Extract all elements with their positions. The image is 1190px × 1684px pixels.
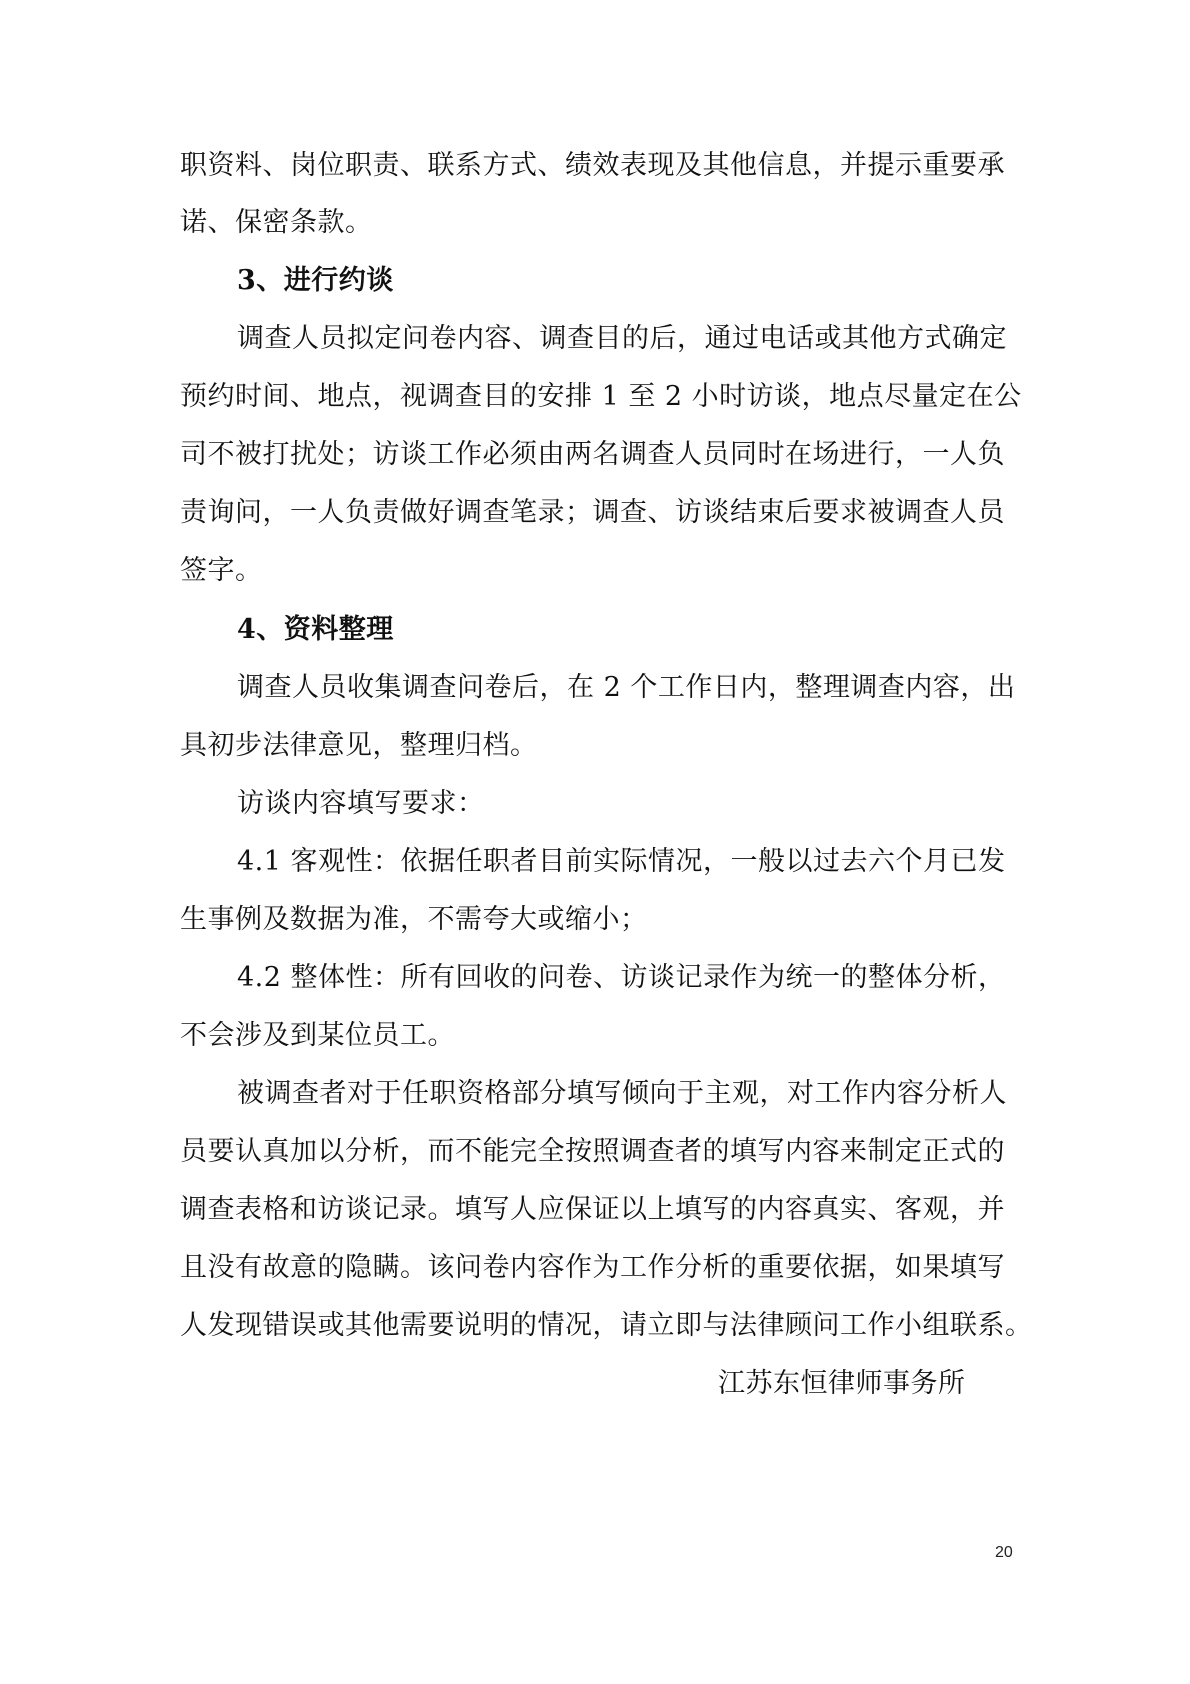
body-text-line: 责询问，一人负责做好调查笔录；调查、访谈结束后要求被调查人员 — [180, 497, 1005, 528]
section-heading: 3、进行约谈 — [237, 265, 394, 296]
section-heading: 4、资料整理 — [237, 614, 394, 645]
body-text-line: 且没有故意的隐瞒。该问卷内容作为工作分析的重要依据，如果填写 — [180, 1252, 1005, 1283]
page-number: 20 — [995, 1544, 1013, 1561]
paragraph-first-line: 调查人员拟定问卷内容、调查目的后，通过电话或其他方式确定 — [237, 323, 1007, 354]
body-text-line: 人发现错误或其他需要说明的情况，请立即与法律顾问工作小组联系。 — [180, 1310, 1033, 1341]
body-text-line: 员要认真加以分析，而不能完全按照调查者的填写内容来制定正式的 — [180, 1136, 1005, 1167]
body-text-line: 生事例及数据为准，不需夸大或缩小； — [180, 904, 648, 935]
body-text-line: 具初步法律意见，整理归档。 — [180, 730, 538, 761]
paragraph-first-line: 调查人员收集调查问卷后，在 2 个工作日内，整理调查内容，出 — [237, 672, 1016, 703]
body-text-line: 职资料、岗位职责、联系方式、绩效表现及其他信息，并提示重要承 — [180, 150, 1005, 181]
paragraph-first-line: 访谈内容填写要求： — [237, 788, 485, 819]
requirement-item: 4.1 客观性：依据任职者目前实际情况，一般以过去六个月已发 — [237, 846, 1006, 877]
body-text-line: 预约时间、地点，视调查目的安排 1 至 2 小时访谈，地点尽量定在公 — [180, 381, 1022, 412]
body-text-line: 不会涉及到某位员工。 — [180, 1020, 455, 1051]
body-text-line: 调查表格和访谈记录。填写人应保证以上填写的内容真实、客观，并 — [180, 1194, 1005, 1225]
body-text-line: 诺、保密条款。 — [180, 207, 373, 238]
requirement-item: 4.2 整体性：所有回收的问卷、访谈记录作为统一的整体分析， — [237, 962, 1006, 993]
signature-firm-name: 江苏东恒律师事务所 — [718, 1368, 966, 1399]
body-text-line: 签字。 — [180, 555, 263, 586]
paragraph-first-line: 被调查者对于任职资格部分填写倾向于主观，对工作内容分析人 — [237, 1078, 1007, 1109]
body-text-line: 司不被打扰处；访谈工作必须由两名调查人员同时在场进行，一人负 — [180, 439, 1005, 470]
